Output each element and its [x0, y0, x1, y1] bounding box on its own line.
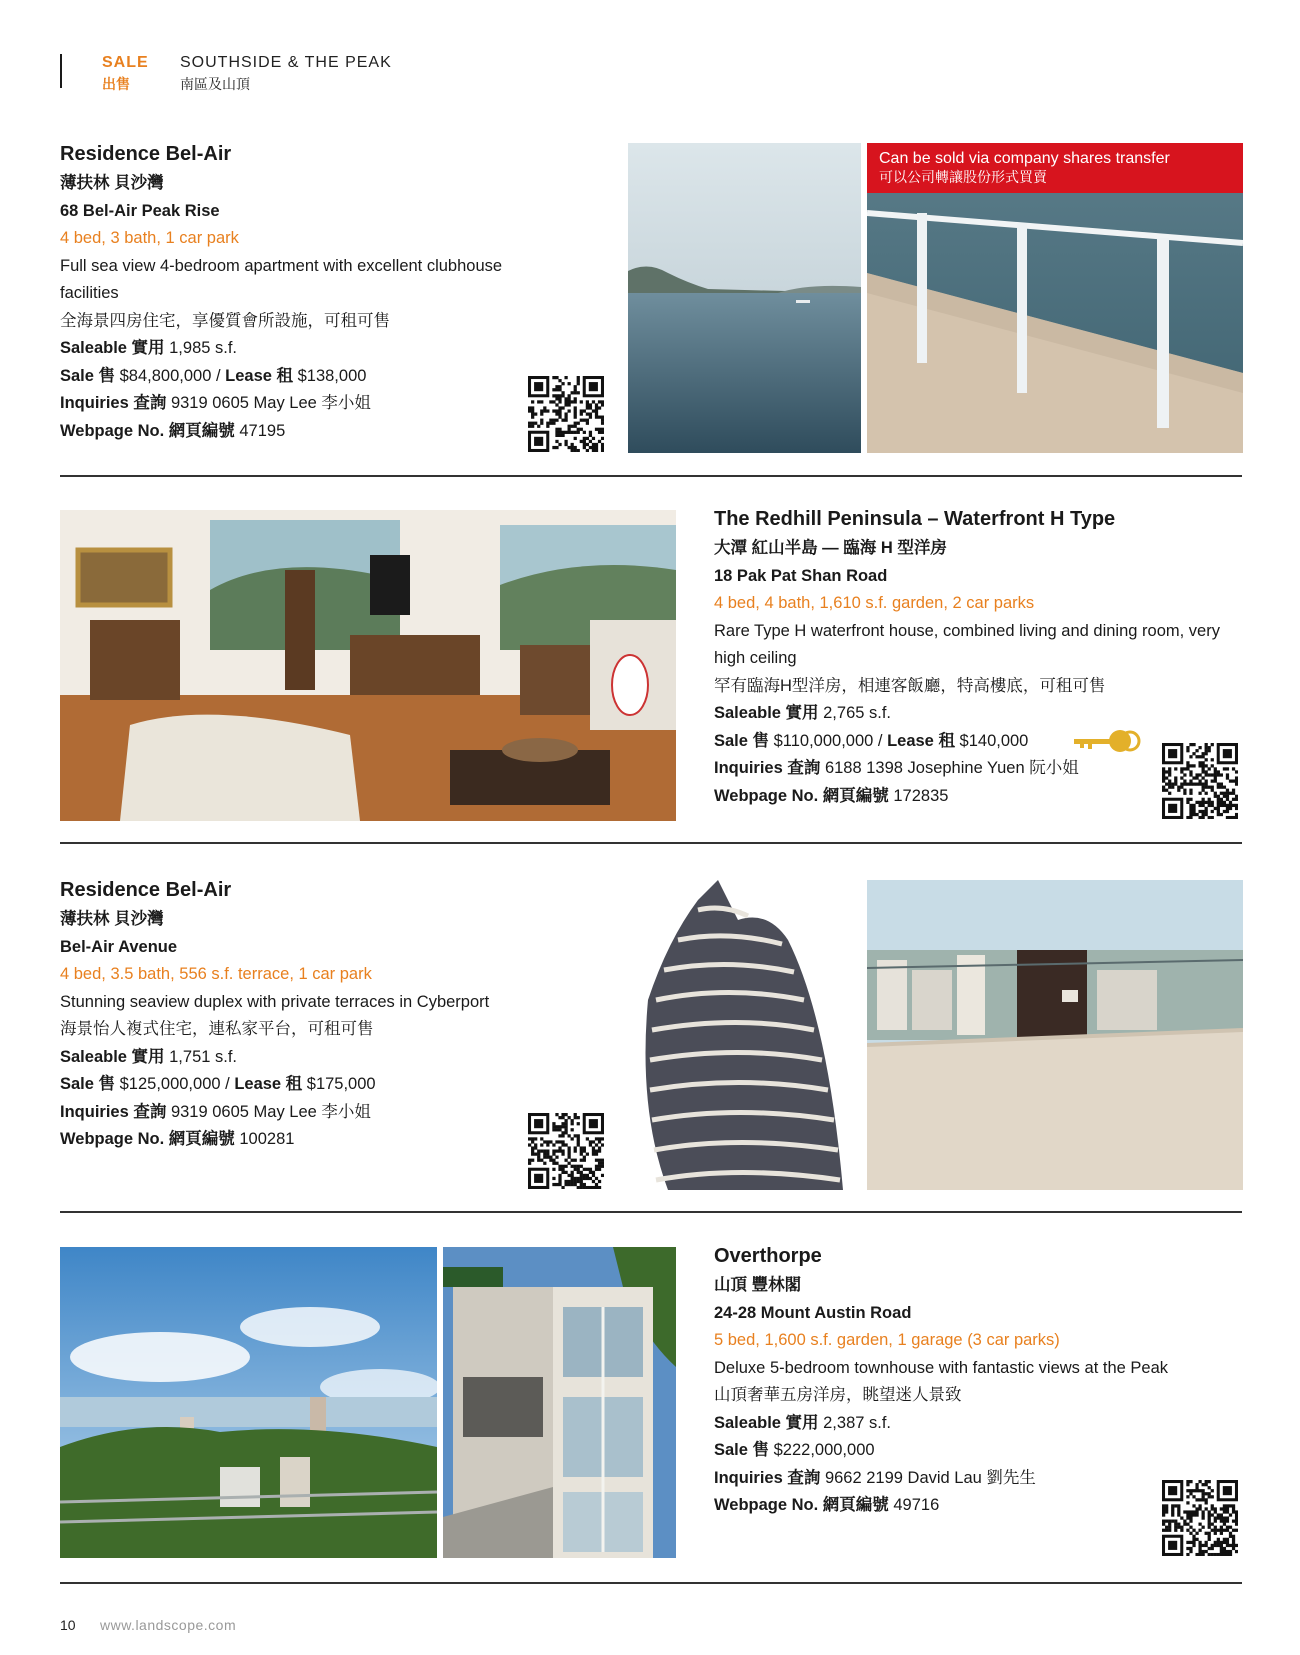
listing-description: Deluxe 5-bedroom townhouse with fantastic views at the Peak	[714, 1358, 1168, 1377]
qr-pattern	[528, 376, 604, 452]
webpage-number: Webpage No. 網頁編號 100281	[60, 1130, 295, 1148]
listing-spec: 4 bed, 3.5 bath, 556 s.f. terrace, 1 car park	[60, 965, 372, 983]
price: Sale 售 $110,000,000 / Lease 租 $140,000	[714, 731, 1029, 750]
section-divider	[60, 1582, 1242, 1584]
webpage-number: Webpage No. 網頁編號 172835	[714, 786, 949, 805]
listing-title: The Redhill Peninsula – Waterfront H Type	[714, 508, 1116, 530]
listing-title: Overthorpe	[714, 1245, 822, 1267]
listing-name-zh: 大潭 紅山半島 — 臨海 H 型洋房	[714, 539, 947, 557]
listing-name-zh: 山頂 豐林閣	[714, 1276, 802, 1294]
listing-address: 18 Pak Pat Shan Road	[714, 566, 888, 585]
photo-townhouse	[443, 1247, 676, 1558]
price: Sale 售 $125,000,000 / Lease 租 $175,000	[60, 1075, 376, 1093]
badge-text: Can be sold via company shares transfer	[879, 150, 1170, 167]
qr-code-icon[interactable]	[528, 1113, 604, 1189]
website-link[interactable]: www.landscope.com	[100, 1617, 237, 1633]
listing-name-zh: 薄扶林 貝沙灣	[60, 910, 164, 928]
listing-spec: 5 bed, 1,600 s.f. garden, 1 garage (3 car parks)	[714, 1331, 1060, 1349]
listing-description-zh: 全海景四房住宅，享優質會所設施，可租可售	[60, 311, 390, 330]
qr-pattern	[528, 1113, 604, 1189]
qr-pattern	[1162, 1480, 1238, 1556]
listing-4	[714, 1242, 1244, 1520]
saleable-area: Saleable 實用 1,751 s.f.	[60, 1047, 238, 1066]
region-title: SOUTHSIDE & THE PEAK	[180, 54, 392, 71]
listing-title: Residence Bel-Air	[60, 879, 232, 901]
tower-image	[628, 880, 861, 1190]
photo-terrace	[867, 880, 1243, 1190]
price: Sale 售 $84,800,000 / Lease 租 $138,000	[60, 366, 367, 385]
section-divider	[60, 1211, 1242, 1213]
listing-description: Rare Type H waterfront house, combined living and dining room, very high ceiling	[714, 621, 1220, 667]
listing-description-zh: 罕有臨海H型洋房，相連客飯廳，特高樓底，可租可售	[714, 676, 1106, 695]
terrace-image	[867, 880, 1243, 1190]
townhouse-image	[443, 1247, 676, 1558]
company-share-transfer-badge	[867, 143, 1243, 193]
section-divider	[60, 842, 1242, 844]
living-room-image	[60, 510, 676, 821]
listing-1	[60, 140, 540, 445]
photo-living-room	[60, 510, 676, 821]
saleable-area: Saleable 實用 2,387 s.f.	[714, 1413, 892, 1432]
inquiries: Inquiries 查詢 6188 1398 Josephine Yuen 阮小姐	[714, 759, 1079, 777]
inquiries: Inquiries 查詢 9662 2199 David Lau 劉先生	[714, 1468, 1036, 1487]
listing-spec: 4 bed, 3 bath, 1 car park	[60, 229, 239, 247]
listing-address: Bel-Air Avenue	[60, 937, 178, 956]
qr-code-icon[interactable]	[528, 376, 604, 452]
listing-description: Stunning seaview duplex with private terraces in Cyberport	[60, 992, 490, 1011]
photo-sea-view	[628, 143, 861, 453]
listing-3	[60, 876, 560, 1154]
region-title-zh: 南區及山頂	[180, 76, 250, 92]
peak-view-image	[60, 1247, 437, 1558]
qr-pattern	[1162, 743, 1238, 819]
section-divider	[60, 475, 1242, 477]
listing-name-zh: 薄扶林 貝沙灣	[60, 174, 164, 192]
inquiries: Inquiries 查詢 9319 0605 May Lee 李小姐	[60, 1102, 371, 1121]
photo-peak-view	[60, 1247, 437, 1558]
photo-tower	[628, 880, 861, 1190]
listing-description-zh: 山頂奢華五房洋房，眺望迷人景致	[714, 1386, 962, 1404]
listing-title: Residence Bel-Air	[60, 143, 232, 165]
photo-balcony	[867, 143, 1243, 453]
webpage-number: Webpage No. 網頁編號 47195	[60, 421, 286, 440]
listing-address: 24-28 Mount Austin Road	[714, 1303, 912, 1322]
qr-code-icon[interactable]	[1162, 743, 1238, 819]
header-divider	[60, 54, 62, 88]
section-label: SALE	[102, 54, 149, 71]
price: Sale 售 $222,000,000	[714, 1441, 875, 1459]
listing-spec: 4 bed, 4 bath, 1,610 s.f. garden, 2 car parks	[714, 594, 1035, 612]
saleable-area: Saleable 實用 2,765 s.f.	[714, 704, 892, 722]
sea-view-image	[628, 143, 861, 453]
key-icon	[1072, 727, 1142, 760]
section-label-zh: 出售	[102, 76, 130, 92]
saleable-area: Saleable 實用 1,985 s.f.	[60, 339, 238, 357]
inquiries: Inquiries 查詢 9319 0605 May Lee 李小姐	[60, 394, 371, 412]
listing-description: Full sea view 4-bedroom apartment with excellent clubhouse facilities	[60, 256, 503, 302]
qr-code-icon[interactable]	[1162, 1480, 1238, 1556]
webpage-number: Webpage No. 網頁編號 49716	[714, 1496, 940, 1514]
badge-text-zh: 可以公司轉讓股份形式買賣	[879, 169, 1047, 185]
listing-description-zh: 海景怡人複式住宅，連私家平台，可租可售	[60, 1020, 374, 1038]
page-number: 10	[60, 1617, 76, 1633]
listing-address: 68 Bel-Air Peak Rise	[60, 201, 220, 220]
